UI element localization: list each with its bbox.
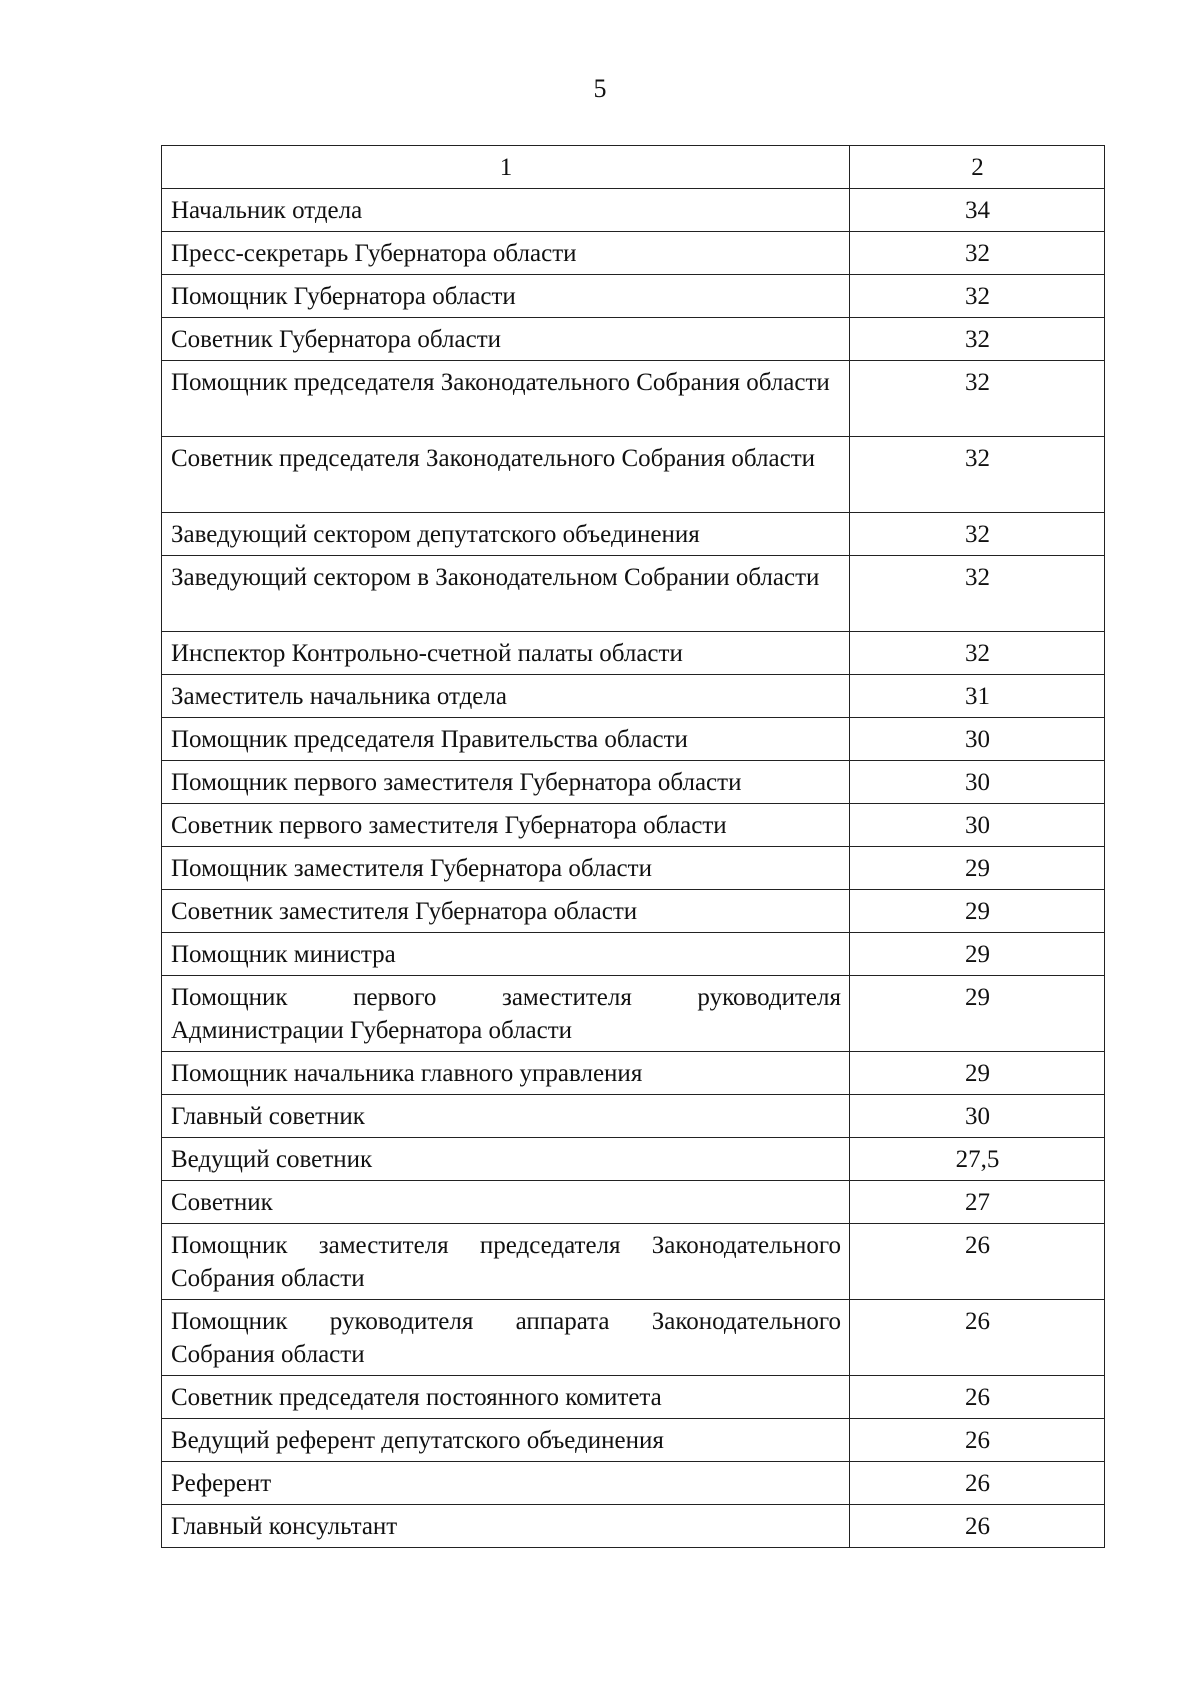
value-cell: 26: [850, 1505, 1105, 1548]
table-row: [162, 1138, 1105, 1181]
value-cell: 27: [850, 1181, 1105, 1224]
table-row: [162, 232, 1105, 275]
table-row: [162, 675, 1105, 718]
table-row: [162, 718, 1105, 761]
position-cell: Ведущий советник: [162, 1138, 850, 1181]
value-cell: 29: [850, 847, 1105, 890]
table-row: [162, 1505, 1105, 1548]
value-cell: 26: [850, 1419, 1105, 1462]
position-cell: Советник заместителя Губернатора области: [162, 890, 850, 933]
position-cell: Заведующий сектором депутатского объединения: [162, 513, 850, 556]
value-cell: 29: [850, 890, 1105, 933]
table-row: [162, 1181, 1105, 1224]
table-row: [162, 361, 1105, 437]
salary-coefficient-table: [161, 145, 1105, 1548]
value-cell: 26: [850, 1462, 1105, 1505]
table-row: [162, 1052, 1105, 1095]
value-cell: 32: [850, 632, 1105, 675]
position-cell: Начальник отдела: [162, 189, 850, 232]
table-row: [162, 1462, 1105, 1505]
position-cell: Помощник заместителя председателя Законодательного Собрания области: [162, 1224, 850, 1300]
position-cell: Главный советник: [162, 1095, 850, 1138]
table-row: [162, 761, 1105, 804]
value-cell: 29: [850, 933, 1105, 976]
page-number: 5: [593, 74, 607, 103]
table-row: [162, 933, 1105, 976]
value-cell: 30: [850, 804, 1105, 847]
position-cell: Главный консультант: [162, 1505, 850, 1548]
position-cell: Советник: [162, 1181, 850, 1224]
value-cell: 34: [850, 189, 1105, 232]
value-cell: 32: [850, 275, 1105, 318]
table-row: [162, 513, 1105, 556]
position-cell: Помощник председателя Правительства области: [162, 718, 850, 761]
position-cell: Помощник первого заместителя руководителя Администрации Губернатора области: [162, 976, 850, 1052]
table-row: [162, 1224, 1105, 1300]
table-row: [162, 1095, 1105, 1138]
position-cell: Заведующий сектором в Законодательном Собрании области: [162, 556, 850, 632]
value-cell: 30: [850, 1095, 1105, 1138]
table-row: [162, 1300, 1105, 1376]
table-row: [162, 189, 1105, 232]
position-cell: Помощник министра: [162, 933, 850, 976]
position-cell: Пресс-секретарь Губернатора области: [162, 232, 850, 275]
position-cell: Помощник руководителя аппарата Законодательного Собрания области: [162, 1300, 850, 1376]
value-cell: 26: [850, 1224, 1105, 1300]
column-header-1: 1: [162, 146, 850, 189]
value-cell: 32: [850, 232, 1105, 275]
table-row: [162, 1419, 1105, 1462]
table-row: [162, 1376, 1105, 1419]
value-cell: 32: [850, 513, 1105, 556]
value-cell: 31: [850, 675, 1105, 718]
table-row: [162, 976, 1105, 1052]
position-cell: Советник председателя постоянного комитета: [162, 1376, 850, 1419]
table-row: [162, 632, 1105, 675]
position-cell: Ведущий референт депутатского объединения: [162, 1419, 850, 1462]
value-cell: 27,5: [850, 1138, 1105, 1181]
table-row: [162, 318, 1105, 361]
value-cell: 32: [850, 556, 1105, 632]
value-cell: 26: [850, 1300, 1105, 1376]
table-row: [162, 275, 1105, 318]
value-cell: 32: [850, 361, 1105, 437]
position-cell: Помощник первого заместителя Губернатора области: [162, 761, 850, 804]
value-cell: 32: [850, 437, 1105, 513]
position-cell: Советник председателя Законодательного Собрания области: [162, 437, 850, 513]
table-row: [162, 437, 1105, 513]
value-cell: 30: [850, 761, 1105, 804]
position-cell: Помощник заместителя Губернатора области: [162, 847, 850, 890]
table-row: [162, 556, 1105, 632]
table-row: [162, 804, 1105, 847]
table-row: [162, 890, 1105, 933]
table-row: [162, 847, 1105, 890]
value-cell: 29: [850, 976, 1105, 1052]
position-cell: Помощник Губернатора области: [162, 275, 850, 318]
position-cell: Заместитель начальника отдела: [162, 675, 850, 718]
value-cell: 26: [850, 1376, 1105, 1419]
value-cell: 32: [850, 318, 1105, 361]
position-cell: Референт: [162, 1462, 850, 1505]
position-cell: Инспектор Контрольно-счетной палаты области: [162, 632, 850, 675]
value-cell: 30: [850, 718, 1105, 761]
position-cell: Советник первого заместителя Губернатора области: [162, 804, 850, 847]
position-cell: Помощник начальника главного управления: [162, 1052, 850, 1095]
position-cell: Помощник председателя Законодательного Собрания области: [162, 361, 850, 437]
position-cell: Советник Губернатора области: [162, 318, 850, 361]
table-header-row: [162, 146, 1105, 189]
value-cell: 29: [850, 1052, 1105, 1095]
column-header-2: 2: [850, 146, 1105, 189]
